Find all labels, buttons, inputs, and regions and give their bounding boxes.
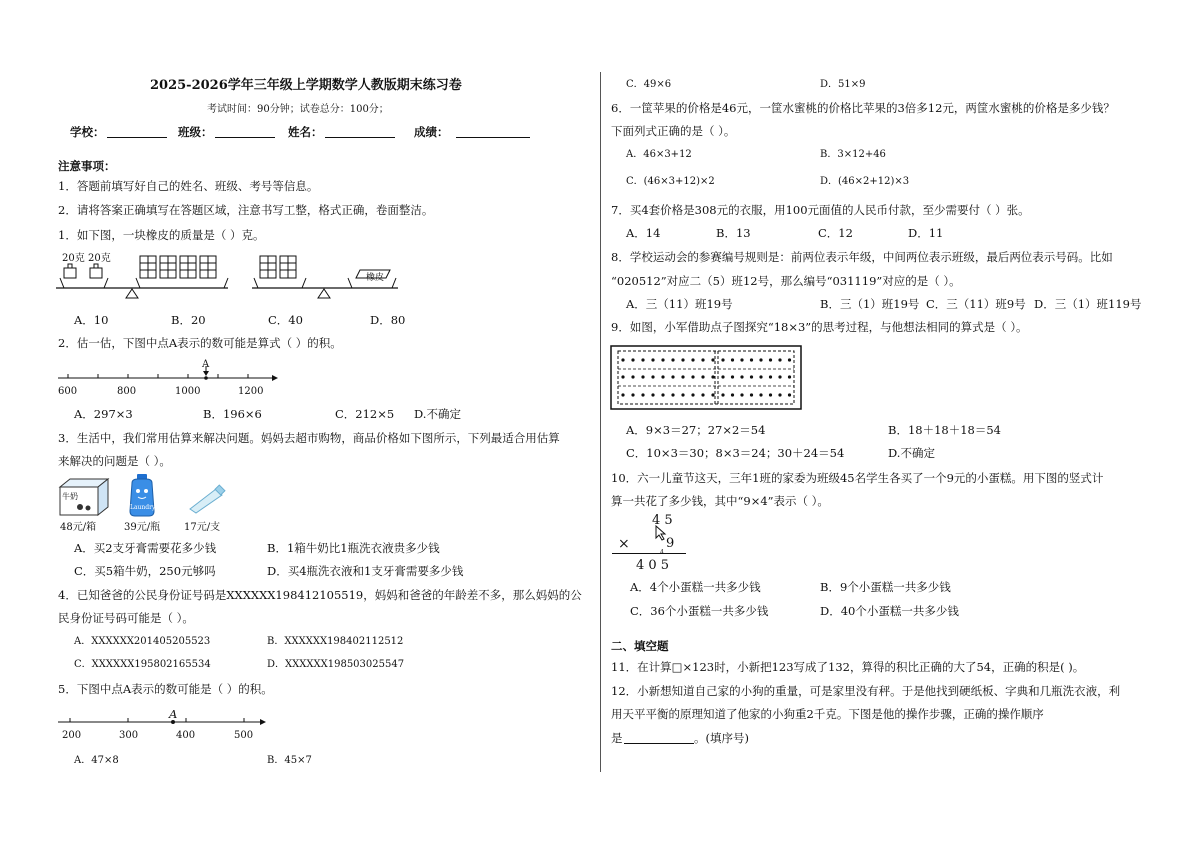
dot [769, 358, 772, 361]
tick-label: 600 [58, 386, 78, 397]
dot [701, 393, 704, 396]
question-7-stem: 7．买4套价格是308元的衣服，用100元面值的人民币付款，至少需要付（ ）张。 [611, 203, 1030, 217]
q2-option-b[interactable]: B．196×6 [203, 407, 262, 421]
page-title: 2025-2026学年三年级上学期数学人教版期末练习卷 [150, 78, 462, 93]
q8-option-a[interactable]: A．三（11）班19号 [626, 297, 733, 311]
q7-option-b[interactable]: B．13 [716, 226, 751, 240]
point-a-label: A [202, 359, 210, 370]
dot [778, 375, 781, 378]
dot [721, 393, 724, 396]
dot [721, 375, 724, 378]
question-10-stem: 10．六一儿童节这天，三年1班的家委为班级45名学生各买了一个9元的小蛋糕。用下图的竖式计 [611, 471, 1104, 485]
question-9-stem: 9．如图，小军借助点子图探究“18×3”的思考过程，与他想法相同的算式是（ ）。 [611, 320, 1028, 334]
laundry-label: Laundry [130, 504, 156, 511]
question-1-stem: 1．如下图，一块橡皮的质量是（ ）克。 [58, 228, 265, 242]
q3-option-d[interactable]: D．买4瓶洗衣液和1支牙膏需要多少钱 [267, 564, 464, 578]
q6-option-c[interactable]: C．(46×3+12)×2 [626, 176, 715, 187]
tick-label: 1000 [175, 386, 201, 397]
dot [671, 393, 674, 396]
dot [750, 358, 753, 361]
number-line-q5 [58, 714, 268, 728]
dot [759, 375, 762, 378]
dot [651, 393, 654, 396]
dot [691, 393, 694, 396]
note-item: 2．请将答案正确填写在答题区域，注意书写工整，格式正确，卷面整洁。 [58, 203, 434, 217]
tick-label: 500 [234, 730, 254, 741]
dot [671, 375, 674, 378]
question-12-stem: 是 [611, 731, 623, 745]
q1-option-c[interactable]: C．40 [268, 313, 303, 327]
class-input[interactable] [215, 125, 275, 138]
notes-heading: 注意事项： [58, 159, 116, 173]
q2-option-d[interactable]: D.不确定 [414, 407, 461, 421]
weight-label: 20克 [88, 253, 111, 264]
dot [788, 393, 791, 396]
dot [788, 375, 791, 378]
q8-option-b[interactable]: B．三（1）班19号 [820, 297, 920, 311]
question-12-stem: 用天平平衡的原理知道了他家的小狗重2千克。下图是他的操作步骤，正确的操作顺序 [611, 707, 1044, 721]
q2-option-a[interactable]: A．297×3 [74, 407, 133, 421]
q9-option-a[interactable]: A．9×3＝27；27×2＝54 [626, 423, 766, 437]
dot [651, 358, 654, 361]
exam-info: 考试时间：90分钟；试卷总分：100分； [207, 104, 389, 115]
dot [621, 358, 624, 361]
point-a-label: A [169, 707, 178, 721]
question-10-stem: 算一共花了多少钱，其中“9×4”表示（ ）。 [611, 494, 829, 508]
q10-option-b[interactable]: B．9个小蛋糕一共多少钱 [820, 580, 951, 594]
price-label: 39元/瓶 [124, 522, 161, 533]
dot [750, 393, 753, 396]
q10-option-d[interactable]: D．40个小蛋糕一共多少钱 [820, 604, 959, 618]
q9-option-b[interactable]: B．18＋18＋18＝54 [888, 423, 1001, 437]
q10-option-c[interactable]: C．36个小蛋糕一共多少钱 [630, 604, 769, 618]
vertical-calc-times: × [618, 536, 630, 552]
dot [750, 375, 753, 378]
q7-option-c[interactable]: C．12 [818, 226, 853, 240]
question-2-stem: 2．估一估，下图中点A表示的数可能是算式（ ）的积。 [58, 336, 342, 350]
q6-option-a[interactable]: A．46×3+12 [626, 149, 692, 160]
q6-option-d[interactable]: D．(46×2+12)×3 [820, 176, 910, 187]
dot [759, 393, 762, 396]
question-4-stem: 4．已知爸爸的公民身份证号码是XXXXXX198412105519，妈妈和爸爸的年龄差不多，那么妈妈的公 [58, 588, 582, 602]
q8-option-c[interactable]: C．三（11）班9号 [926, 297, 1026, 311]
q4-option-a[interactable]: A．XXXXXX201405205523 [74, 636, 211, 647]
dot [691, 375, 694, 378]
score-input[interactable] [456, 125, 530, 138]
dot [641, 358, 644, 361]
dot [778, 358, 781, 361]
dot [701, 375, 704, 378]
q5-option-d[interactable]: D．51×9 [820, 79, 866, 90]
weight-label: 20克 [62, 253, 85, 264]
toothpaste-icon [186, 485, 226, 515]
dot [731, 393, 734, 396]
dot [641, 375, 644, 378]
dot [631, 358, 634, 361]
tick-label: 400 [176, 730, 196, 741]
dot [711, 375, 714, 378]
price-label: 17元/支 [184, 522, 221, 533]
q4-option-c[interactable]: C．XXXXXX195802165534 [74, 659, 211, 670]
q4-option-d[interactable]: D．XXXXXX198503025547 [267, 659, 405, 670]
dot [621, 393, 624, 396]
vertical-calc-multiplier: 9 [666, 536, 675, 551]
dot [769, 375, 772, 378]
name-label: 姓名： [288, 125, 323, 139]
dot [661, 358, 664, 361]
q5-option-a[interactable]: A．47×8 [74, 755, 119, 766]
dot [691, 358, 694, 361]
name-input[interactable] [325, 125, 395, 138]
tick-label: 300 [119, 730, 139, 741]
dot [641, 393, 644, 396]
dot [778, 393, 781, 396]
q6-option-b[interactable]: B．3×12+46 [820, 149, 886, 160]
dot [701, 358, 704, 361]
question-11-stem: 11．在计算□×123时，小新把123写成了132，算得的积比正确的大了54，正确的积是( )。 [611, 660, 1085, 674]
q9-option-c[interactable]: C．10×3＝30；8×3＝24；30＋24＝54 [626, 446, 845, 460]
question-5-stem: 5．下图中点A表示的数可能是（ ）的积。 [58, 682, 273, 696]
q7-option-d[interactable]: D．11 [908, 226, 944, 240]
dot [681, 358, 684, 361]
question-12-stem: 12．小新想知道自己家的小狗的重量，可是家里没有秤。于是他找到硬纸板、字典和几瓶洗衣液，利 [611, 684, 1121, 698]
number-line-q2 [58, 358, 278, 382]
dot [711, 358, 714, 361]
dot [740, 375, 743, 378]
question-12-stem: 。(填序号) [694, 731, 749, 745]
q2-option-c[interactable]: C．212×5 [335, 407, 395, 421]
q3-option-c[interactable]: C．买5箱牛奶，250元够吗 [74, 564, 216, 578]
q1-option-a[interactable]: A．10 [74, 313, 109, 327]
question-6-stem: 下面列式正确的是（ ）。 [611, 124, 736, 138]
dot [681, 393, 684, 396]
question-3-stem: 来解决的问题是（ ）。 [58, 454, 171, 468]
dot [769, 393, 772, 396]
dot-grid-figure [610, 345, 802, 410]
vertical-calc-result: 4 0 5 [636, 558, 670, 573]
q8-option-d[interactable]: D．三（1）班119号 [1034, 297, 1142, 311]
dot [759, 358, 762, 361]
q10-option-a[interactable]: A．4个小蛋糕一共多少钱 [630, 580, 761, 594]
dot [788, 358, 791, 361]
note-item: 1．答题前填写好自己的姓名、班级、考号等信息。 [58, 179, 319, 193]
question-8-stem: “020512”对应二（5）班12号，那么编号“031119”对应的是（ ）。 [611, 274, 961, 288]
column-divider [600, 72, 601, 772]
eraser-label: 橡皮 [366, 273, 385, 283]
milk-label: 牛奶 [62, 492, 78, 501]
q7-option-a[interactable]: A．14 [626, 226, 661, 240]
vertical-calc-rule [612, 553, 686, 554]
tick-label: 200 [62, 730, 82, 741]
q3-option-a[interactable]: A．买2支牙膏需要花多少钱 [74, 541, 217, 555]
dot [651, 375, 654, 378]
dot [740, 358, 743, 361]
tick-label: 800 [117, 386, 137, 397]
dot [731, 375, 734, 378]
question-3-stem: 3．生活中，我们常用估算来解决问题。妈妈去超市购物，商品价格如下图所示，下列最适合用估算 [58, 431, 560, 445]
score-label: 成绩： [414, 125, 449, 139]
question-8-stem: 8．学校运动会的参赛编号规则是：前两位表示年级，中间两位表示班级，最后两位表示号码。比如 [611, 250, 1113, 264]
dot [661, 375, 664, 378]
dot [740, 393, 743, 396]
tick-label: 1200 [238, 386, 264, 397]
section-2-heading: 二、填空题 [611, 639, 669, 653]
school-label: 学校： [70, 125, 105, 139]
q1-option-d[interactable]: D．80 [370, 313, 406, 327]
dot [661, 393, 664, 396]
dot [631, 375, 634, 378]
class-label: 班级： [178, 125, 213, 139]
dot [631, 393, 634, 396]
answer-blank[interactable] [624, 731, 694, 744]
q1-option-b[interactable]: B．20 [171, 313, 206, 327]
dot [711, 393, 714, 396]
q9-option-d[interactable]: D.不确定 [888, 446, 935, 460]
dot [671, 358, 674, 361]
q5-option-c[interactable]: C．49×6 [626, 79, 672, 90]
dot [621, 375, 624, 378]
q3-option-b[interactable]: B．1箱牛奶比1瓶洗衣液贵多少钱 [267, 541, 440, 555]
dot [731, 358, 734, 361]
price-label: 48元/箱 [60, 522, 97, 533]
dot [721, 358, 724, 361]
dot [681, 375, 684, 378]
vertical-calc-multiplicand: 4 5 [652, 513, 673, 528]
q5-option-b[interactable]: B．45×7 [267, 755, 312, 766]
q4-option-b[interactable]: B．XXXXXX198402112512 [267, 636, 404, 647]
question-4-stem: 民身份证号码可能是（ ）。 [58, 611, 194, 625]
question-6-stem: 6．一筐苹果的价格是46元，一筐水蜜桃的价格比苹果的3倍多12元，两筐水蜜桃的价格是多少钱？ [611, 101, 1115, 115]
school-input[interactable] [107, 125, 167, 138]
